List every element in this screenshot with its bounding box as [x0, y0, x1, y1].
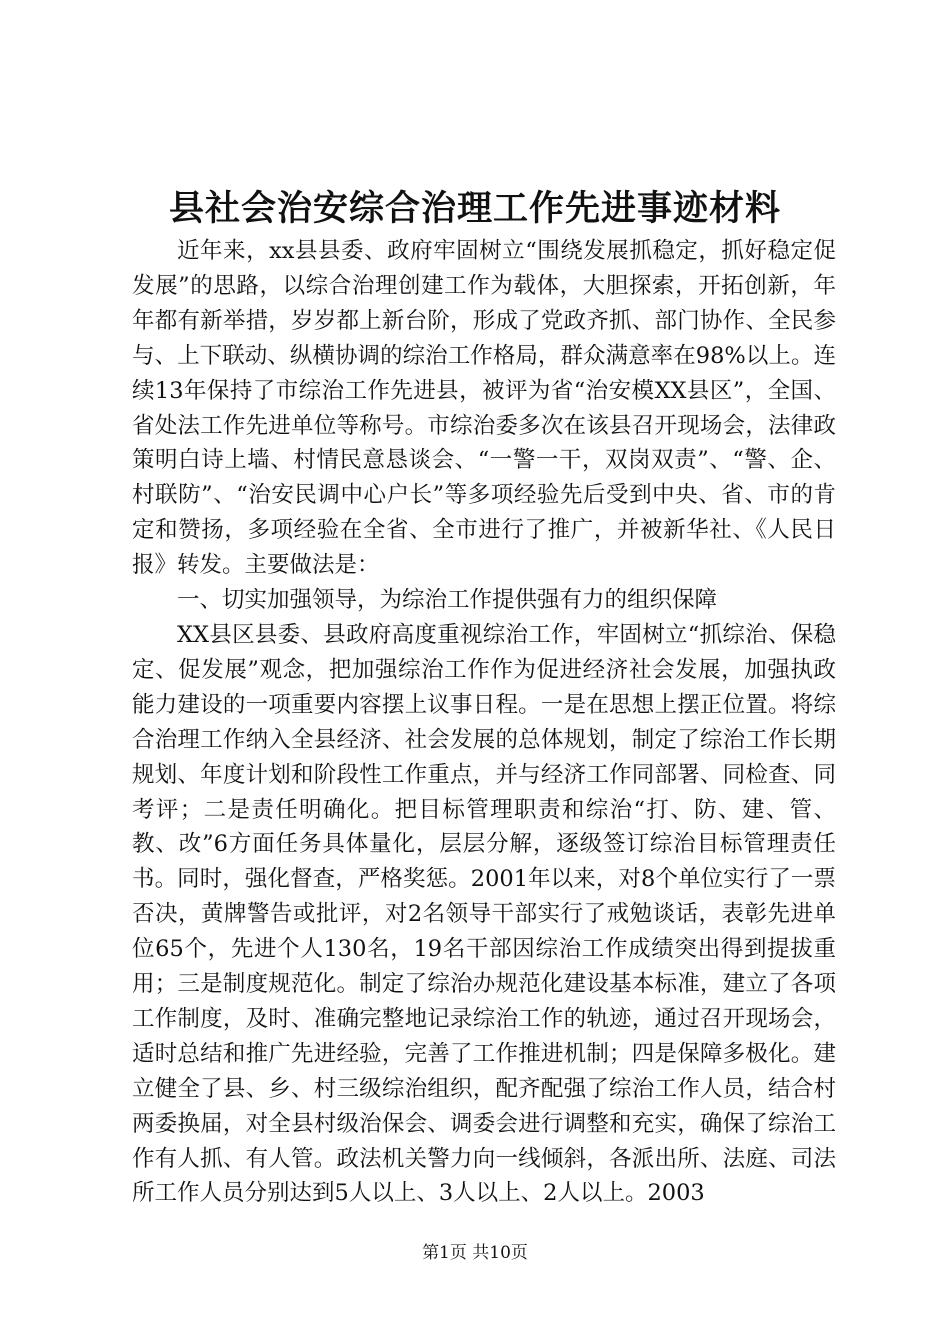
- page-number-footer: 第1页 共10页: [422, 1243, 528, 1263]
- intro-paragraph: 近年来，xx县县委、政府牢固树立“围绕发展抓稳定，抓好稳定促发展”的思路，以综合治理创建工作为载体，大胆探索，开拓创新，年年都有新举措，岁岁都上新台阶，形成了党政齐抓、部门协作、全民参与、上下联动、纵横协调的综治工作格局，群众满意率在98%以上。连续13年保持了市综治工作先进县，被评为省“治安模XX县区”，全国、省处法工作先进单位等称号。市综治委多次在该县召开现场会，法律政策明白诗上墙、村情民意恳谈会、“一警一干，双岗双责”、“警、企、村联防”、“治安民调中心户长”等多项经验先后受到中央、省、市的肯定和赞扬，多项经验在全省、全市进行了推广，并被新华社、《人民日报》转发。主要做法是：: [132, 238, 836, 579]
- document-body: [132, 234, 836, 1211]
- section-paragraph: XX县区县委、县政府高度重视综治工作，牢固树立“抓综治、保稳定、促发展”观念，把加强综治工作作为促进经济社会发展，加强执政能力建设的一项重要内容摆上议事日程。一是在思想上摆正位置。将综合治理工作纳入全县经济、社会发展的总体规划，制定了综治工作长期规划、年度计划和阶段性工作重点，并与经济工作同部署、同检查、同考评；二是责任明确化。把目标管理职责和综治“打、防、建、管、教、改”6方面任务具体量化，层层分解，逐级签订综治目标管理责任书。同时，强化督查，严格奖惩。2001年以来，对8个单位实行了一票否决，黄牌警告或批评，对2名领导干部实行了戒勉谈话，表彰先进单位65个，先进个人130名，19名干部因综治工作成绩突出得到提拔重用；三是制度规范化。制定了综治办规范化建设基本标准，建立了各项工作制度，及时、准确完整地记录综治工作的轨迹，通过召开现场会，适时总结和推广先进经验，完善了工作推进机制；四是保障多极化。建立健全了县、乡、村三级综治组织，配齐配强了综治工作人员，结合村两委换届，对全县村级治保会、调委会进行调整和充实，确保了综治工作有人抓、有人管。政法机关警力向一线倾斜，各派出所、法庭、司法所工作人员分别达到5人以上、3人以上、2人以上。2003: [132, 621, 836, 1207]
- document-title: 县社会治安综合治理工作先进事迹材料: [168, 188, 781, 229]
- section-heading: 一、切实加强领导，为综治工作提供强有力的组织保障: [177, 587, 718, 614]
